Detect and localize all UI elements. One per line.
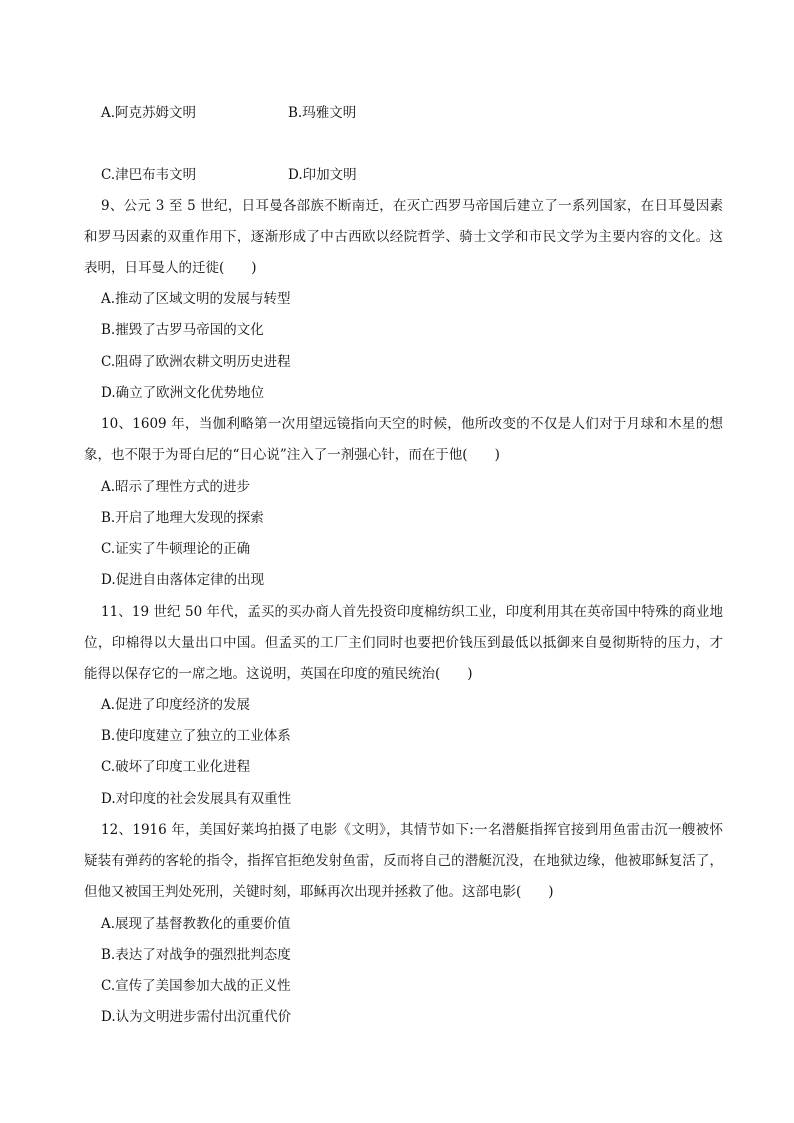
q12-option-c: C.宣传了美国参加大战的正义性 bbox=[101, 978, 291, 994]
q12-option-d: D.认为文明进步需付出沉重代价 bbox=[101, 1009, 292, 1025]
q12-stem-line-1: 12、1916 年，美国好莱坞拍摄了电影《文明》，其情节如下:一名潜艇指挥官接到用鱼雷击沉一艘被怀 bbox=[101, 822, 723, 838]
q9-option-a: A.推动了区域文明的发展与转型 bbox=[101, 291, 291, 307]
q12-option-a: A.展现了基督教教化的重要价值 bbox=[101, 916, 291, 932]
q9-stem-line-3: 表明，日耳曼人的迁徙( ) bbox=[84, 260, 257, 276]
q10-stem-line-2: 象，也不限于为哥白尼的“日心说”注入了一剂强心针，而在于他( ) bbox=[84, 447, 500, 463]
q8-option-a: A.阿克苏姆文明 bbox=[101, 105, 197, 121]
q10-option-b: B.开启了地理大发现的探索 bbox=[101, 510, 264, 526]
q9-option-c: C.阻碍了欧洲农耕文明历史进程 bbox=[101, 354, 291, 370]
q8-options-row-1 bbox=[101, 104, 357, 122]
q9-stem-line-1: 9、公元 3 至 5 世纪，日耳曼各部族不断南迁，在灭亡西罗马帝国后建立了一系列国家，在日耳曼因素 bbox=[101, 198, 723, 214]
q11-stem-line-3: 能得以保存它的一席之地。这说明，英国在印度的殖民统治( ) bbox=[84, 666, 473, 682]
q8-option-b: B.玛雅文明 bbox=[288, 105, 357, 121]
q10-stem-line-1: 10、1609 年，当伽利略第一次用望远镜指向天空的时候，他所改变的不仅是人们对于月球和木星的想 bbox=[101, 416, 723, 432]
q11-stem-line-1: 11、19 世纪 50 年代，孟买的买办商人首先投资印度棉纺织工业，印度利用其在英帝国中特殊的商业地 bbox=[101, 604, 723, 620]
q8-option-d: D.印加文明 bbox=[288, 167, 357, 183]
q11-option-d: D.对印度的社会发展具有双重性 bbox=[101, 791, 292, 807]
q11-option-a: A.促进了印度经济的发展 bbox=[101, 697, 251, 713]
q11-stem-line-2: 位，印棉得以大量出口中国。但孟买的工厂主们同时也要把价钱压到最低以抵御来自曼彻斯特的压力，才 bbox=[84, 635, 723, 651]
q10-option-a: A.昭示了理性方式的进步 bbox=[101, 479, 251, 495]
q10-option-d: D.促进自由落体定律的出现 bbox=[101, 572, 265, 588]
q9-option-b: B.摧毁了古罗马帝国的文化 bbox=[101, 322, 264, 338]
q8-options-row-2 bbox=[101, 166, 357, 184]
q9-option-d: D.确立了欧洲文化优势地位 bbox=[101, 385, 265, 401]
q8-option-c: C.津巴布韦文明 bbox=[101, 167, 197, 183]
q12-stem-line-3: 但他又被国王判处死刑，关键时刻，耶稣再次出现并拯救了他。这部电影( ) bbox=[84, 884, 554, 900]
q12-stem-line-2: 疑装有弹药的客轮的指令，指挥官拒绝发射鱼雷，反而将自己的潜艇沉没，在地狱边缘，他被耶稣复活了， bbox=[84, 853, 723, 869]
q10-option-c: C.证实了牛顿理论的正确 bbox=[101, 541, 251, 557]
q11-option-b: B.使印度建立了独立的工业体系 bbox=[101, 728, 291, 744]
q11-option-c: C.破坏了印度工业化进程 bbox=[101, 759, 251, 775]
q9-stem-line-2: 和罗马因素的双重作用下，逐渐形成了中古西欧以经院哲学、骑士文学和市民文学为主要内容的文化。这 bbox=[84, 229, 723, 245]
q12-option-b: B.表达了对战争的强烈批判态度 bbox=[101, 947, 291, 963]
